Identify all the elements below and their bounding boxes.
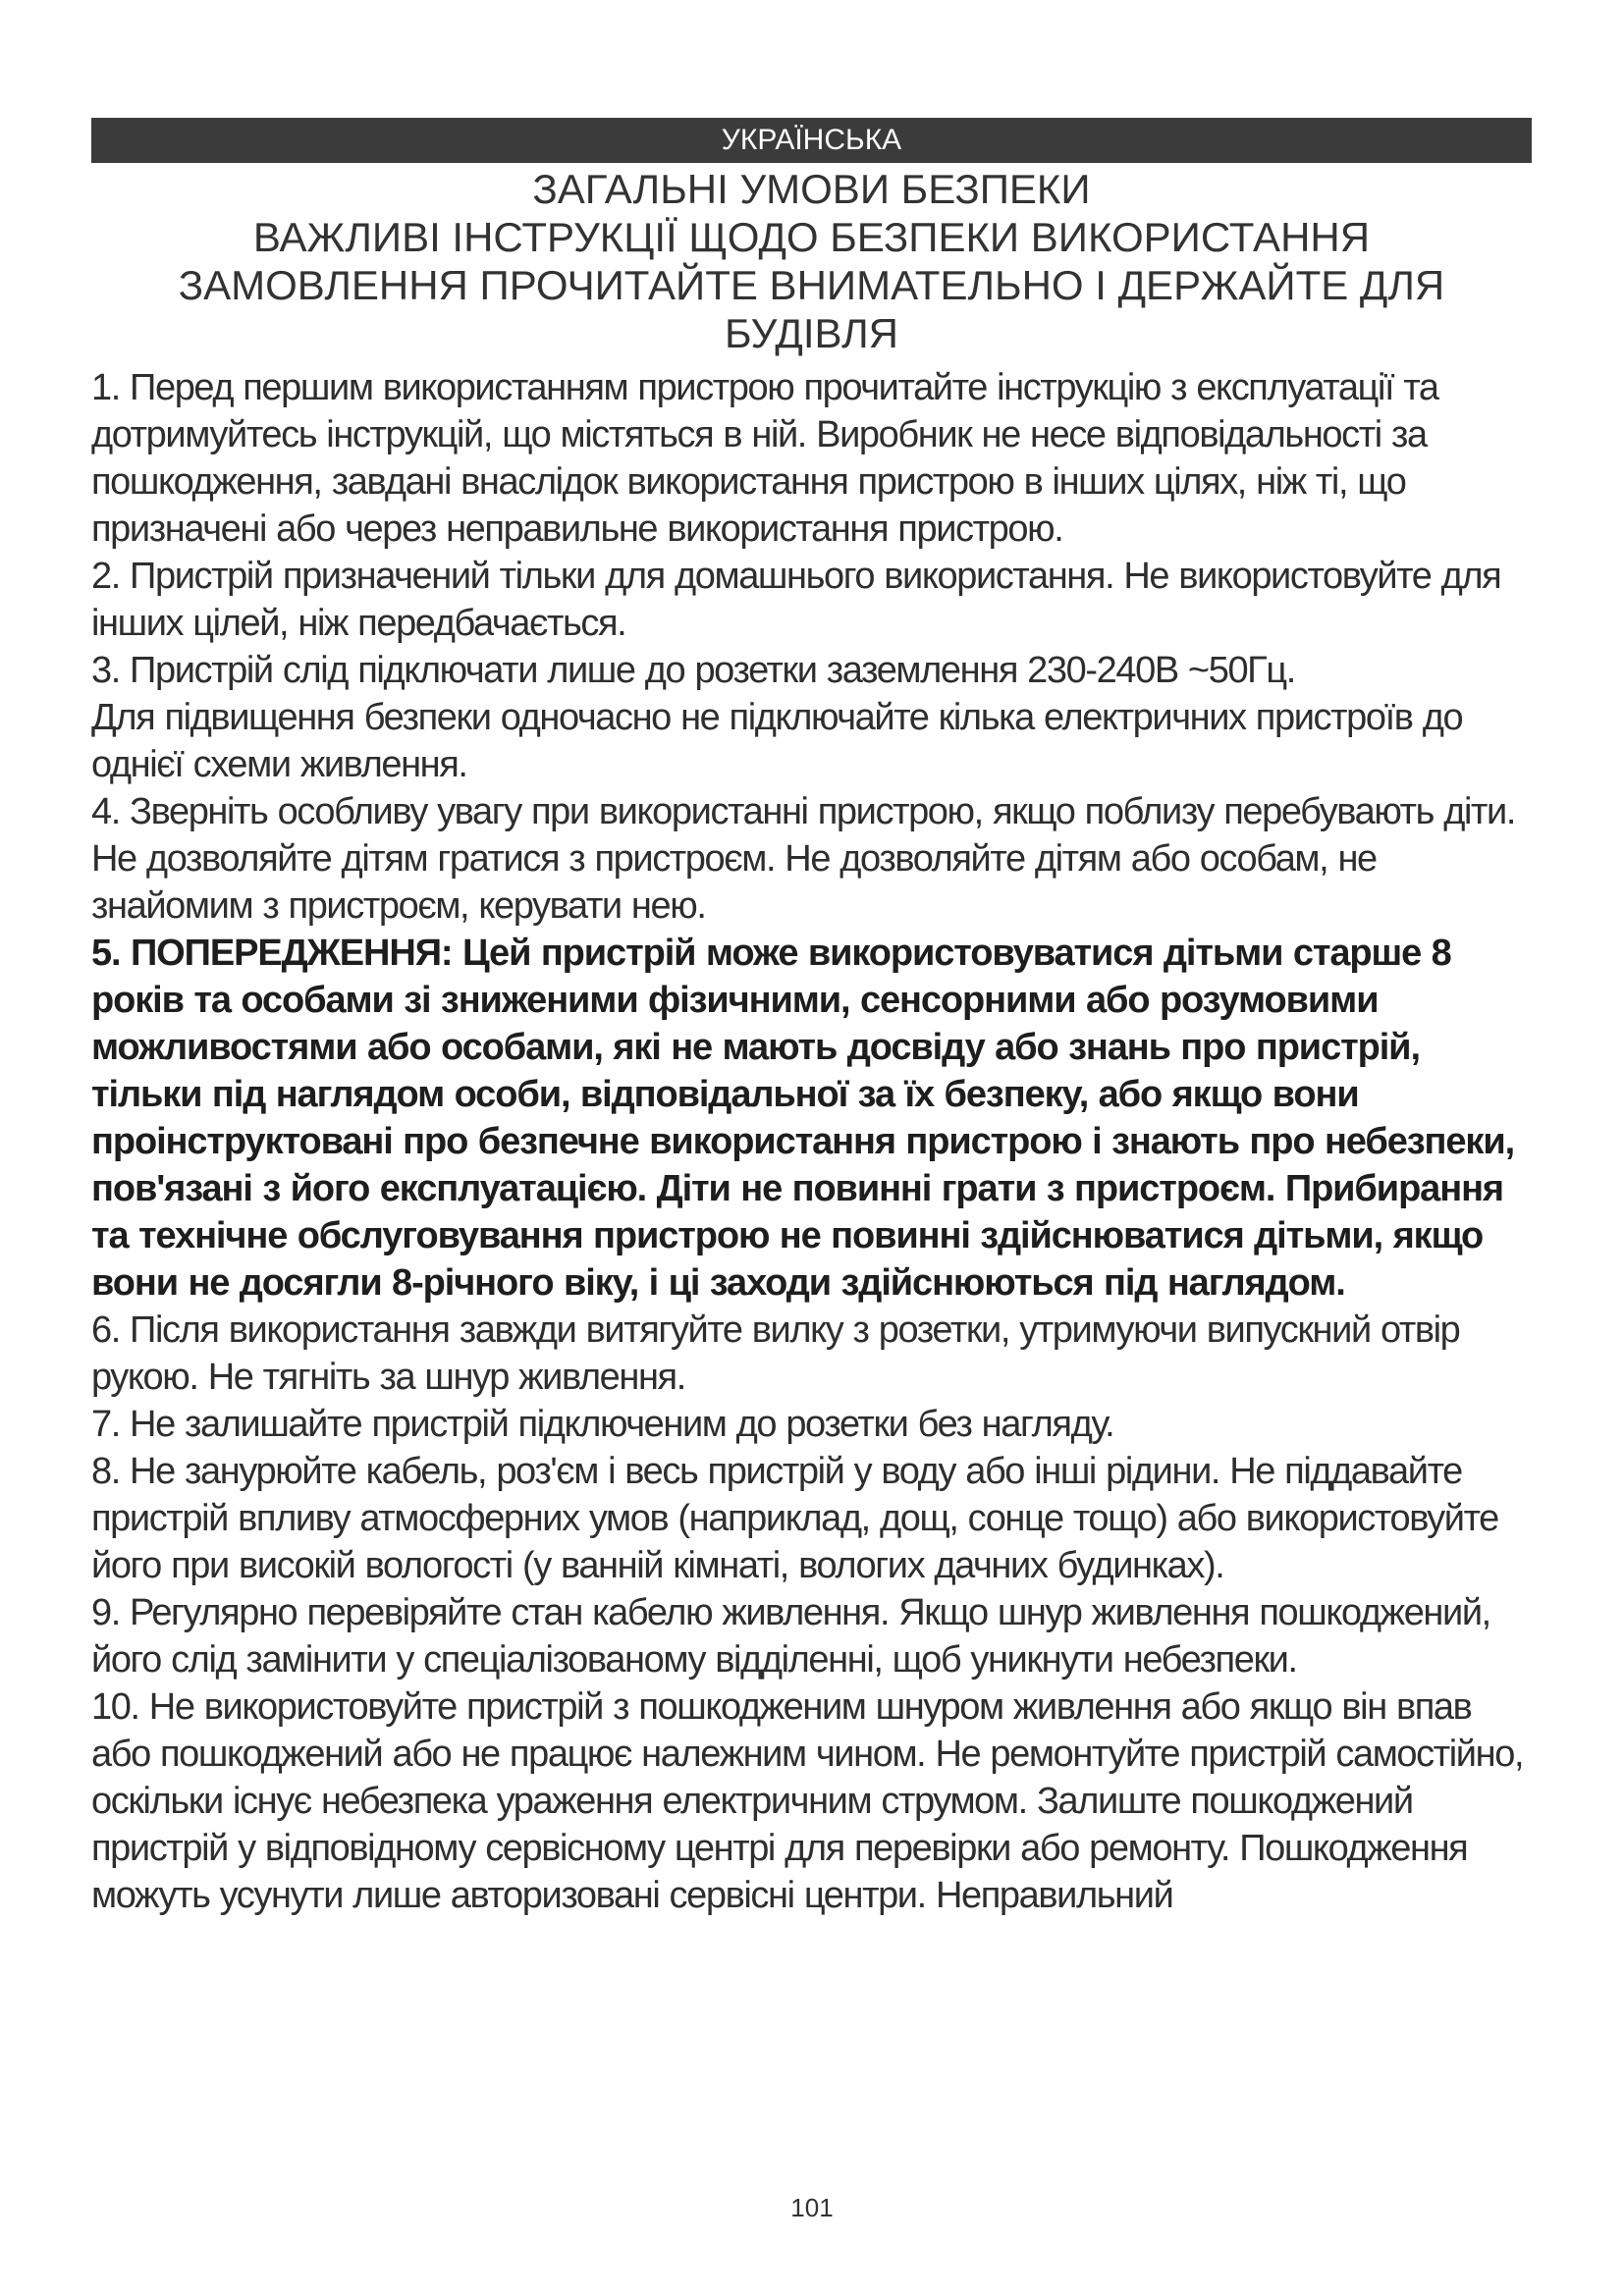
instruction-7: 7. Не залишайте пристрій підключеним до розетки без нагляду. [91, 1404, 1114, 1445]
instruction-9: 9. Регулярно перевіряйте стан кабелю живлення. Якщо шнур живлення пошкоджений, його слід замінити у спеціалізованому відділенні, щоб уникнути небезпеки. [91, 1592, 1490, 1681]
safety-instructions [91, 364, 1540, 1919]
instruction-1: 1. Перед першим використанням пристрою прочитайте інструкцію з експлуатації та дотримуйтесь інструкцій, що містяться в ній. Виробник не несе відповідальності за пошкодження, завдані внаслідок використання пристрою в інших цілях, ніж ті, що призначені або через неправильне використання пристрою. [91, 367, 1438, 550]
section-title [91, 165, 1532, 357]
language-header-bar [91, 118, 1532, 163]
title-line: БУДІВЛЯ [725, 310, 898, 356]
instruction-4: 4. Зверніть особливу увагу при використанні пристрою, якщо поблизу перебувають діти. Не дозволяйте дітям гратися з пристроєм. Не дозволяйте дітям або особам, не знайомим з пристроєм, керувати нею. [91, 791, 1516, 927]
page-number: 101 [790, 2193, 834, 2222]
instruction-3-note: Для підвищення безпеки одночасно не підключайте кілька електричних пристроїв до однієї схеми живлення. [91, 697, 1463, 785]
instruction-6: 6. Після використання завжди витягуйте вилку з розетки, утримуючи випускний отвір рукою. Не тягніть за шнур живлення. [91, 1309, 1460, 1398]
title-line: ЗАГАЛЬНІ УМОВИ БЕЗПЕКИ [532, 166, 1091, 212]
instruction-2: 2. Пристрій призначений тільки для домашнього використання. Не використовуйте для інших цілей, ніж передбачається. [91, 556, 1501, 644]
title-line: ВАЖЛИВІ ІНСТРУКЦІЇ ЩОДО БЕЗПЕКИ ВИКОРИСТАННЯ [252, 214, 1371, 260]
language-label: УКРАЇНСЬКА [721, 124, 902, 156]
instruction-8: 8. Не занурюйте кабель, роз'єм і весь пристрій у воду або інші рідини. Не піддавайте пристрій впливу атмосферних умов (наприклад, дощ, сонце тощо) або використовуйте його при високій вологості (у ванній кімнаті, вологих дачних будинках). [91, 1451, 1498, 1586]
instruction-5-warning: 5. ПОПЕРЕДЖЕННЯ: Цей пристрій може використовуватися дітьми старше 8 років та особами зі зниженими фізичними, сенсорними або розумовими можливостями або особами, які не мають досвіду або знань про пристрій, тільки під наглядом особи, відповідальної за їх безпеку, або якщо вони проінструктовані про безпечне використання пристрою і знають про небезпеки, пов'язані з його експлуатацією. Діти не повинні грати з пристроєм. Прибирання та технічне обслуговування пристрою не повинні здійснюватися дітьми, якщо вони не досягли 8-річного віку, і ці заходи здійснюються під наглядом. [91, 933, 1515, 1304]
instruction-3: 3. Пристрій слід підключати лише до розетки заземлення 230-240В ~50Гц. [91, 650, 1295, 691]
title-line: ЗАМОВЛЕННЯ ПРОЧИТАЙТЕ ВНИМАТЕЛЬНО І ДЕРЖАЙТЕ ДЛЯ [178, 262, 1445, 308]
instruction-10: 10. Не використовуйте пристрій з пошкодженим шнуром живлення або якщо він впав або пошкоджений або не працює належним чином. Не ремонтуйте пристрій самостійно, оскільки існує небезпека ураження електричним струмом. Залиште пошкоджений пристрій у відповідному сервісному центрі для перевірки або ремонту. Пошкодження можуть усунути лише авторизовані сервісні центри. Неправильний [91, 1686, 1524, 1916]
